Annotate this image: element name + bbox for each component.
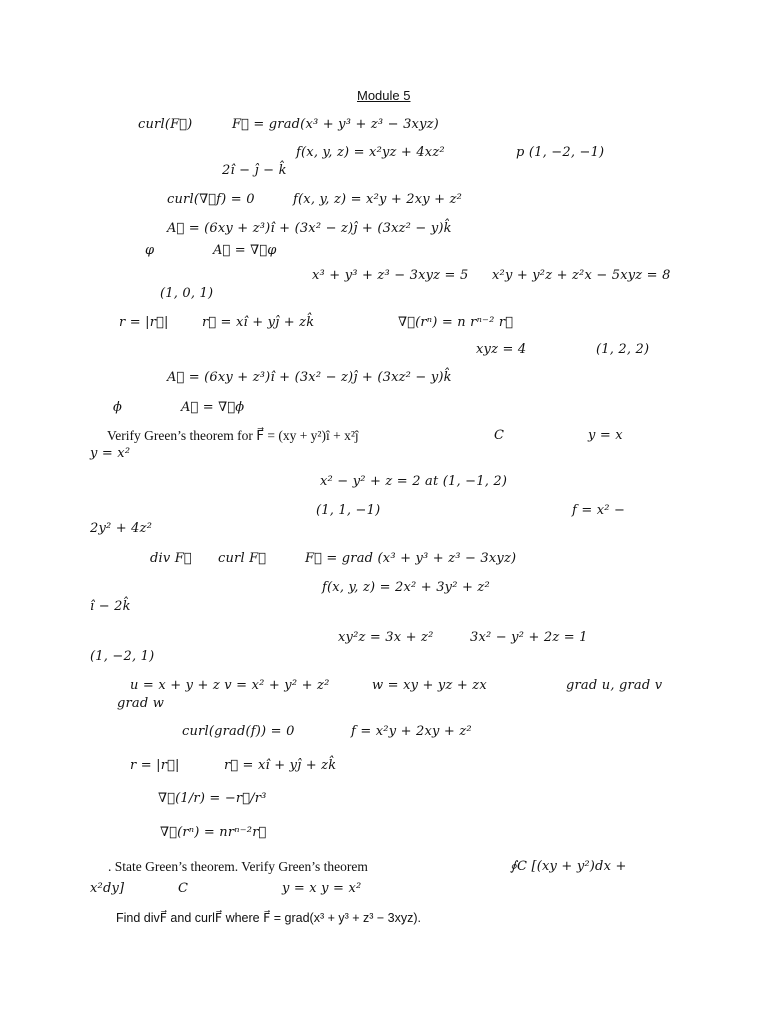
expr-surface-4: 3x² − y² + 2z = 1 [470, 630, 588, 645]
text-state-green: . State Green’s theorem. Verify Green’s theorem [108, 859, 368, 874]
expr-phi-2: ϕ [113, 400, 123, 415]
expr-a-grad-phi-2: A⃗ = ∇⃗ϕ [181, 400, 245, 415]
expr-r-mag-2: r = |r⃗| [130, 758, 180, 773]
expr-f-xyz-2: f(x, y, z) = x²y + 2xy + z² [293, 192, 463, 207]
text-find-div-curl: Find divF⃗ and curlF⃗ where F⃗ = grad(x³ + y³ + z³ − 3xyz). [116, 911, 422, 925]
expr-y-curves: y = x y = x² [282, 881, 362, 896]
expr-y-eq-x-1: y = x [588, 428, 623, 443]
expr-grad-inverse-r: ∇⃗(1/r) = −r⃗/r³ [158, 791, 267, 806]
expr-f-grad-2: F⃗ = grad (x³ + y³ + z³ − 3xyz) [305, 551, 517, 566]
expr-r-mag-1: r = |r⃗| [119, 315, 169, 330]
expr-surface-at-point: x² − y² + z = 2 at (1, −1, 2) [320, 474, 508, 489]
expr-point-101: (1, 0, 1) [160, 286, 214, 301]
expr-line-integral: ∮C [(xy + y²)dx + [510, 859, 627, 874]
expr-phi-1: φ [145, 243, 155, 258]
expr-grad-w: grad w [117, 696, 165, 711]
page-title: Module 5 [357, 88, 411, 103]
expr-r-vec-2: r⃗ = xî + yĵ + zk̂ [224, 758, 337, 773]
expr-point-1m21: (1, −2, 1) [90, 649, 155, 664]
expr-curl-grad-f: curl(∇⃗f) = 0 [167, 192, 255, 207]
expr-a-vector-1: A⃗ = (6xy + z³)î + (3x² − z)ĵ + (3xz² − y)k̂ [167, 221, 452, 236]
expr-a-grad-phi-1: A⃗ = ∇⃗φ [213, 243, 277, 258]
expr-f-grad: F⃗ = grad(x³ + y³ + z³ − 3xyz) [232, 117, 439, 132]
expr-point-p: p (1, −2, −1) [516, 145, 605, 160]
expr-f-quadratic-b: 2y² + 4z² [90, 521, 153, 536]
expr-curve-c-2: C [178, 881, 189, 896]
expr-r-vec-1: r⃗ = xî + yĵ + zk̂ [202, 315, 315, 330]
expr-y-eq-x2-1: y = x² [90, 446, 131, 461]
expr-curl-f-2: curl F⃗ [218, 551, 267, 566]
expr-curve-c-1: C [494, 428, 505, 443]
expr-direction-vector-2: î − 2k̂ [90, 599, 131, 614]
expr-point-122: (1, 2, 2) [596, 342, 650, 357]
expr-f-xyz-3: f(x, y, z) = 2x² + 3y² + z² [322, 580, 490, 595]
expr-grad-rn-2: ∇⃗(rⁿ) = nrⁿ⁻²r⃗ [160, 825, 267, 840]
expr-grad-rn-1: ∇⃗(rⁿ) = n rⁿ⁻² r⃗ [398, 315, 514, 330]
expr-grad-u-v: grad u, grad v [566, 678, 663, 693]
expr-u-v: u = x + y + z v = x² + y² + z² [130, 678, 330, 693]
expr-curl-grad-f-2: curl(grad(f)) = 0 [182, 724, 295, 739]
expr-surface-3: xy²z = 3x + z² [338, 630, 434, 645]
expr-div-f: div F⃗ [150, 551, 192, 566]
expr-f-xyz-1: f(x, y, z) = x²yz + 4xz² [296, 145, 445, 160]
expr-f-xyz-4: f = x²y + 2xy + z² [351, 724, 472, 739]
expr-surface-1: x³ + y³ + z³ − 3xyz = 5 [312, 268, 469, 283]
text-verify-green-1: Verify Green’s theorem for F⃗ = (xy + y²)î + x²ĵ [107, 428, 359, 443]
expr-surface-2: x²y + y²z + z²x − 5xyz = 8 [492, 268, 671, 283]
expr-direction-vector: 2î − ĵ − k̂ [222, 163, 287, 178]
expr-w: w = xy + yz + zx [372, 678, 487, 693]
expr-a-vector-2: A⃗ = (6xy + z³)î + (3x² − z)ĵ + (3xz² − y)k̂ [167, 370, 452, 385]
expr-xyz-4: xyz = 4 [476, 342, 527, 357]
expr-curl-f: curl(F⃗) [138, 117, 193, 132]
expr-x2dy: x²dy] [90, 881, 125, 896]
expr-f-quadratic-a: f = x² − [572, 503, 626, 518]
expr-point-11m1: (1, 1, −1) [316, 503, 381, 518]
